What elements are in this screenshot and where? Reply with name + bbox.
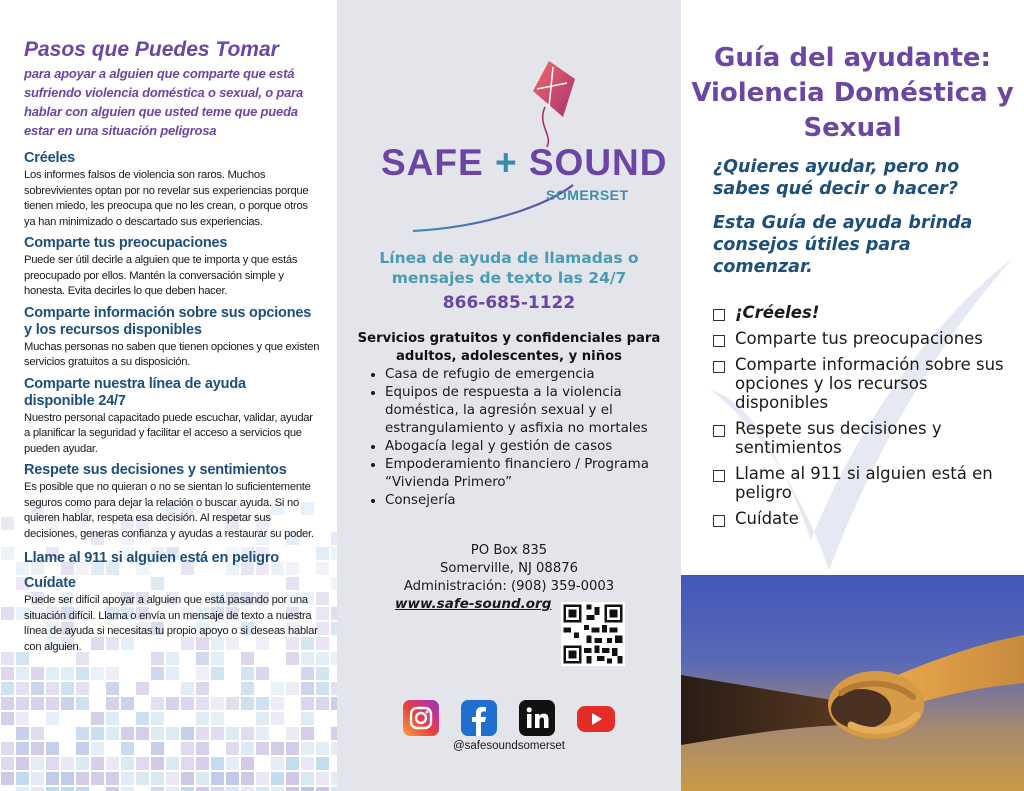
mosaic-tile (121, 757, 134, 770)
mosaic-tile (91, 757, 104, 770)
mosaic-tile (136, 727, 149, 740)
mosaic-tile (76, 682, 89, 695)
mosaic-tile (196, 682, 209, 695)
mosaic-tile (151, 697, 164, 710)
youtube-icon[interactable] (577, 706, 615, 732)
checklist-label: Comparte tus preocupaciones (735, 329, 983, 348)
facebook-icon[interactable] (461, 700, 497, 736)
checklist-item (713, 329, 1013, 348)
mosaic-tile (31, 682, 44, 695)
checkbox-icon (713, 309, 725, 321)
mosaic-tile (241, 742, 254, 755)
section-body: Puede ser útil decirle a alguien que te importa y que estás preocupado por ellos. Mantén la conversación simple y honesta. Evita decirles lo que deben hacer. (24, 254, 298, 297)
guide-description: Esta Guía de ayuda brinda consejos útiles para comenzar. (713, 213, 973, 277)
logo-word-sound: SOUND (528, 142, 668, 183)
mosaic-tile (1, 652, 14, 665)
mosaic-tile (301, 682, 314, 695)
logo-word-safe: SAFE (381, 142, 484, 183)
mosaic-tile (316, 787, 329, 791)
mosaic-tile (271, 757, 284, 770)
section-share-info (24, 305, 320, 371)
mosaic-tile (211, 772, 224, 785)
mosaic-tile (16, 757, 29, 770)
mosaic-tile (46, 757, 59, 770)
checklist-label: Comparte información sobre sus opciones y los recursos disponibles (735, 355, 1004, 412)
mosaic-tile (136, 712, 149, 725)
instagram-icon[interactable] (403, 700, 439, 736)
mosaic-tile (181, 772, 194, 785)
qr-code-icon[interactable] (561, 602, 625, 666)
mosaic-tile (121, 697, 134, 710)
mosaic-tile (211, 712, 224, 725)
mosaic-tile (256, 772, 269, 785)
section-heading: Comparte tus preocupaciones (24, 235, 228, 251)
mosaic-tile (106, 727, 119, 740)
mosaic-tile (211, 667, 224, 680)
mosaic-tile (151, 787, 164, 791)
mosaic-tile (256, 742, 269, 755)
checkbox-icon (713, 470, 725, 482)
mosaic-tile (271, 772, 284, 785)
mosaic-tile (136, 772, 149, 785)
mosaic-tile (121, 742, 134, 755)
mosaic-tile (181, 727, 194, 740)
mosaic-tile (46, 667, 59, 680)
section-body: Puede ser difícil apoyar a alguien que está pasando por una situación difícil. Llama o envía un mensaje de texto a nuestra línea de ayuda si necesitas tu propio apoyo o si deseas hablar con alguien. (24, 594, 318, 653)
mosaic-tile (16, 772, 29, 785)
mosaic-tile (46, 712, 59, 725)
mosaic-tile (16, 727, 29, 740)
mosaic-tile (1, 757, 14, 770)
mosaic-tile (241, 682, 254, 695)
mosaic-tile (241, 772, 254, 785)
mosaic-tile (46, 742, 59, 755)
mosaic-tile (16, 742, 29, 755)
mosaic-tile (271, 787, 284, 791)
section-body: Los informes falsos de violencia son raros. Muchos sobrevivientes optan por no revelar sus experiencias porque tienen miedo, les preocupa que no les crean, o porque otros ya han minimizado o descartado sus experiencias. (24, 169, 309, 228)
mosaic-tile (241, 727, 254, 740)
checklist-item (713, 419, 1013, 457)
mosaic-tile (136, 757, 149, 770)
mosaic-tile (16, 787, 29, 791)
section-body: Nuestro personal capacitado puede escuchar, validar, ayudar a planificar la seguridad y facilitar el acceso a servicios que pueden ayudar. (24, 411, 313, 455)
mosaic-tile (121, 727, 134, 740)
mosaic-tile (301, 727, 314, 740)
mosaic-tile (106, 772, 119, 785)
mosaic-tile (1, 712, 14, 725)
checklist-label: Cuídate (735, 509, 799, 528)
mosaic-tile (211, 757, 224, 770)
mosaic-tile (151, 757, 164, 770)
website-link[interactable]: www.safe-sound.org (395, 596, 552, 612)
mosaic-tile (286, 772, 299, 785)
admin-phone[interactable]: Administración: (908) 359-0003 (403, 579, 615, 594)
section-heading: Respete sus decisiones y sentimientos (24, 462, 287, 478)
mosaic-tile (226, 697, 239, 710)
mosaic-tile (106, 667, 119, 680)
logo-plus: + (494, 142, 518, 183)
mosaic-tile (286, 787, 299, 791)
mosaic-tile (31, 697, 44, 710)
section-believe (24, 150, 320, 230)
mosaic-tile (16, 712, 29, 725)
mosaic-tile (181, 742, 194, 755)
mosaic-tile (61, 772, 74, 785)
contact-address (357, 542, 661, 596)
mosaic-tile (1, 667, 14, 680)
mosaic-tile (31, 727, 44, 740)
mosaic-tile (31, 667, 44, 680)
section-body: Es posible que no quieran o no se sientan lo suficientemente seguros como para dejar la relación o buscar ayuda. Si no quieren hablar, respeta esa decisión. Al respetar sus decisiones, generas confianza y ayudas a restaurar su poder. (24, 481, 314, 540)
mosaic-tile (196, 772, 209, 785)
steps-section (24, 38, 320, 655)
services-heading: Servicios gratuitos y confidenciales para adultos, adolescentes, y niños (357, 331, 661, 364)
mosaic-tile (226, 757, 239, 770)
mosaic-tile (31, 742, 44, 755)
mosaic-tile (196, 667, 209, 680)
mosaic-tile (76, 697, 89, 710)
mosaic-tile (76, 772, 89, 785)
checklist-label: ¡Créeles! (735, 303, 820, 322)
mosaic-tile (46, 787, 59, 791)
mosaic-tile (196, 712, 209, 725)
mosaic-tile (1, 682, 14, 695)
mosaic-tile (256, 787, 269, 791)
mosaic-tile (256, 712, 269, 725)
mosaic-tile (241, 667, 254, 680)
section-heading: Llame al 911 si alguien está en peligro (24, 550, 279, 566)
mosaic-tile (271, 742, 284, 755)
mosaic-tile (76, 757, 89, 770)
checklist-item (713, 509, 1013, 528)
mosaic-tile (1, 517, 14, 530)
mosaic-tile (106, 757, 119, 770)
mosaic-tile (166, 727, 179, 740)
checklist-item (713, 355, 1013, 412)
mosaic-tile (316, 742, 329, 755)
mosaic-tile (256, 697, 269, 710)
guide-question: ¿Quieres ayudar, pero no sabes qué decir o hacer? (713, 157, 960, 199)
checklist-item (713, 303, 1013, 322)
mosaic-tile (256, 727, 269, 740)
section-heading: Comparte información sobre sus opciones y los recursos disponibles (24, 304, 312, 338)
list-item: • Equipos de respuesta a la violencia doméstica, la agresión sexual y el estrangulamiento y asfixia no mortales (385, 384, 675, 438)
mosaic-tile (106, 682, 119, 695)
list-item: • Consejería (385, 492, 675, 510)
mosaic-tile (61, 667, 74, 680)
mosaic-tile (166, 697, 179, 710)
checklist-item (713, 464, 1013, 502)
mosaic-tile (241, 787, 254, 791)
mosaic-tile (151, 712, 164, 725)
checkbox-icon (713, 361, 725, 373)
mosaic-tile (301, 667, 314, 680)
checklist-label: Llame al 911 si alguien está en peligro (735, 464, 993, 502)
mosaic-tile (196, 757, 209, 770)
mosaic-tile (181, 787, 194, 791)
middle-panel (337, 0, 681, 791)
mosaic-tile (301, 712, 314, 725)
hotline-phone[interactable]: 866-685-1122 (442, 293, 576, 313)
mosaic-tile (166, 667, 179, 680)
right-panel (681, 0, 1024, 791)
mosaic-tile (151, 742, 164, 755)
mosaic-tile (76, 727, 89, 740)
mosaic-tile (286, 727, 299, 740)
mosaic-tile (76, 742, 89, 755)
social-links (403, 700, 623, 738)
mosaic-tile (211, 727, 224, 740)
checkbox-icon (713, 515, 725, 527)
list-item: • Empoderamiento financiero / Programa “Vivienda Primero” (385, 456, 675, 492)
steps-title: Pasos que Puedes Tomar (24, 38, 279, 61)
mosaic-tile (121, 787, 134, 791)
mosaic-tile (211, 697, 224, 710)
section-call-911 (24, 550, 320, 567)
mosaic-tile (241, 757, 254, 770)
mosaic-tile (166, 757, 179, 770)
mosaic-tile (1, 772, 14, 785)
mosaic-tile (316, 697, 329, 710)
mosaic-tile (46, 697, 59, 710)
mosaic-tile (301, 757, 314, 770)
mosaic-tile (226, 787, 239, 791)
mosaic-tile (316, 772, 329, 785)
services-list (365, 366, 675, 510)
checklist-label: Respete sus decisiones y sentimientos (735, 419, 942, 457)
mosaic-tile (151, 772, 164, 785)
mosaic-tile (301, 787, 314, 791)
mosaic-tile (121, 772, 134, 785)
mosaic-tile (151, 727, 164, 740)
mosaic-tile (316, 667, 329, 680)
mosaic-tile (166, 772, 179, 785)
mosaic-tile (211, 787, 224, 791)
linkedin-icon[interactable] (519, 700, 555, 736)
mosaic-tile (166, 787, 179, 791)
mosaic-tile (16, 667, 29, 680)
mosaic-tile (196, 742, 209, 755)
mosaic-tile (91, 712, 104, 725)
clasped-hands-photo (681, 575, 1024, 791)
section-share-hotline (24, 376, 320, 458)
section-body: Muchas personas no saben que tienen opciones y que existen servicios gratuitos a su disposición. (24, 340, 320, 368)
mosaic-tile (76, 667, 89, 680)
hands-illustration (681, 575, 1024, 791)
mosaic-tile (61, 787, 74, 791)
mosaic-tile (226, 727, 239, 740)
mosaic-tile (181, 697, 194, 710)
section-share-concerns (24, 235, 320, 300)
mosaic-tile (286, 682, 299, 695)
section-heading: Comparte nuestra línea de ayuda disponible 24/7 (24, 375, 246, 409)
left-panel (0, 0, 337, 791)
mosaic-tile (151, 667, 164, 680)
section-heading: Créeles (24, 150, 75, 166)
mosaic-tile (46, 682, 59, 695)
mosaic-tile (106, 787, 119, 791)
mosaic-tile (271, 697, 284, 710)
section-heading: Cuídate (24, 575, 76, 591)
mosaic-tile (1, 607, 14, 620)
mosaic-tile (226, 742, 239, 755)
mosaic-tile (181, 757, 194, 770)
mosaic-tile (61, 697, 74, 710)
checkbox-icon (713, 425, 725, 437)
mosaic-tile (106, 697, 119, 710)
mosaic-tile (196, 697, 209, 710)
mosaic-tile (106, 712, 119, 725)
mosaic-tile (91, 727, 104, 740)
address-line: PO Box 835 (470, 543, 548, 558)
mosaic-tile (181, 682, 194, 695)
mosaic-tile (226, 772, 239, 785)
mosaic-tile (196, 727, 209, 740)
checklist (713, 303, 1013, 535)
mosaic-tile (46, 772, 59, 785)
checkbox-icon (713, 335, 725, 347)
mosaic-tile (1, 547, 14, 560)
social-handle: @safesoundsomerset (452, 740, 566, 752)
mosaic-tile (16, 682, 29, 695)
list-item: • Abogacía legal y gestión de casos (385, 438, 675, 456)
mosaic-tile (91, 667, 104, 680)
logo-wordmark (381, 142, 668, 184)
list-item: • Casa de refugio de emergencia (385, 366, 675, 384)
mosaic-tile (91, 742, 104, 755)
mosaic-tile (16, 697, 29, 710)
mosaic-tile (31, 757, 44, 770)
mosaic-tile (256, 667, 269, 680)
mosaic-tile (61, 757, 74, 770)
hotline-label: Línea de ayuda de llamadas o mensajes de texto las 24/7 (379, 249, 639, 287)
mosaic-tile (316, 682, 329, 695)
mosaic-tile (241, 697, 254, 710)
mosaic-tile (301, 772, 314, 785)
mosaic-tile (316, 757, 329, 770)
address-line: Somerville, NJ 08876 (439, 561, 578, 576)
mosaic-tile (76, 787, 89, 791)
mosaic-tile (91, 772, 104, 785)
mosaic-tile (1, 742, 14, 755)
mosaic-tile (61, 682, 74, 695)
steps-subtitle: para apoyar a alguien que comparte que está sufriendo violencia doméstica o sexual, o para hablar con alguien que usted teme que pueda estar en una situación peligrosa (24, 66, 304, 138)
section-self-care (24, 575, 320, 655)
mosaic-tile (271, 682, 284, 695)
logo-subtitle: SOMERSET (546, 187, 629, 203)
section-respect (24, 462, 320, 542)
mosaic-tile (286, 742, 299, 755)
mosaic-tile (301, 697, 314, 710)
mosaic-tile (301, 742, 314, 755)
mosaic-tile (31, 772, 44, 785)
mosaic-tile (196, 787, 209, 791)
mosaic-tile (271, 712, 284, 725)
mosaic-tile (286, 757, 299, 770)
mosaic-tile (1, 697, 14, 710)
mosaic-tile (31, 787, 44, 791)
guide-title: Guía del ayudante: Violencia Doméstica y Sexual (691, 43, 1014, 143)
mosaic-tile (136, 682, 149, 695)
